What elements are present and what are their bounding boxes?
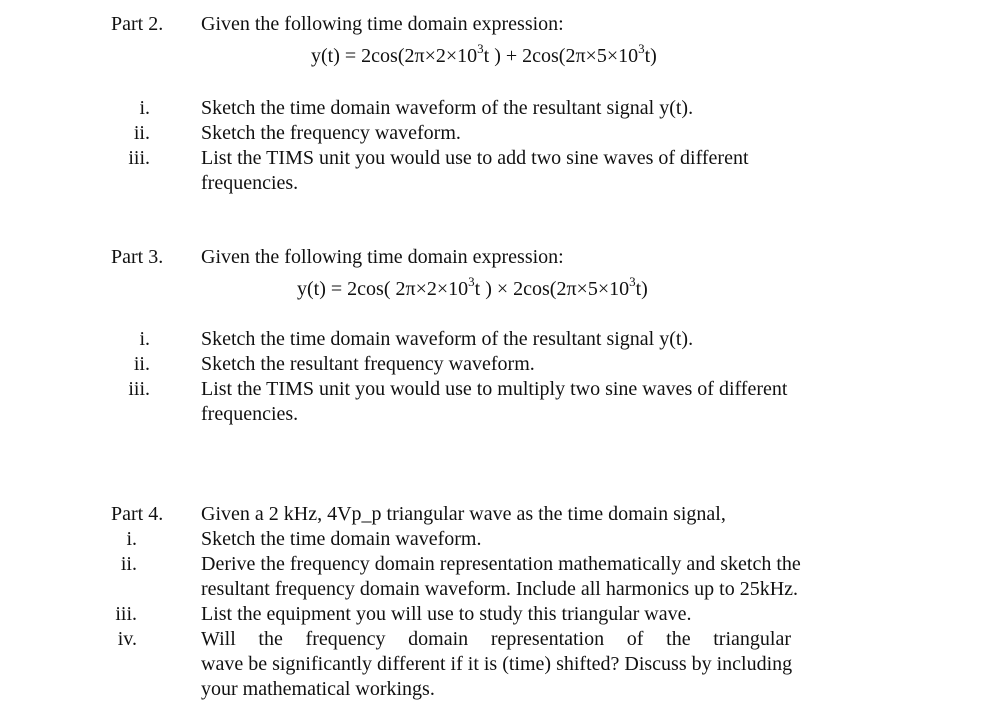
part3-item-iii-cont: frequencies. (201, 403, 299, 425)
part2-item-iii-num: iii. (128, 147, 150, 169)
part4-item-iv: Will the frequency domain representation of the triangular (201, 628, 791, 650)
part4-item-ii-cont: resultant frequency domain waveform. Include all harmonics up to 25kHz. (201, 578, 799, 600)
part2-item-ii-num: ii. (133, 122, 150, 144)
part3-item-i-num: i. (139, 328, 150, 350)
part4-item-ii-num: ii. (120, 553, 137, 575)
part3-equation: y(t) = 2cos( $2\pi\times 2\times 10^3t$ ) × $2\cos(2\pi\times 5\times 10^3t)$ (297, 274, 648, 300)
part4-item-iii-num: iii. (115, 603, 137, 625)
part2-item-iii: List the TIMS unit you would use to add two sine waves of different (201, 147, 749, 169)
part4-intro: Given a 2 kHz, 4Vp_p triangular wave as the time domain signal, (201, 503, 726, 525)
part2-item-i-num: i. (139, 97, 150, 119)
part3-label: Part 3. (111, 246, 164, 268)
part3-item-ii: Sketch the resultant frequency waveform. (201, 353, 535, 375)
part2-item-i: Sketch the time domain waveform of the resultant signal y(t). (201, 97, 694, 119)
part3-item-iii: List the TIMS unit you would use to multiply two sine waves of different (201, 378, 788, 400)
part3-item-iii-num: iii. (128, 378, 150, 400)
part2-intro: Given the following time domain expression: (201, 13, 564, 35)
part4-item-iv-cont2: your mathematical workings. (201, 678, 435, 700)
part2-label: Part 2. (111, 13, 164, 35)
part3-item-ii-num: ii. (133, 353, 150, 375)
part3-intro: Given the following time domain expression: (201, 246, 564, 268)
part4-label: Part 4. (111, 503, 164, 525)
part4-item-iii: List the equipment you will use to study this triangular wave. (201, 603, 692, 625)
part3-item-i: Sketch the time domain waveform of the resultant signal y(t). (201, 328, 694, 350)
part4-item-ii: Derive the frequency domain representation mathematically and sketch the (201, 553, 801, 575)
part4-item-iv-num: iv. (117, 628, 137, 650)
part2-item-ii: Sketch the frequency waveform. (201, 122, 461, 144)
part4-item-iv-cont1: wave be significantly different if it is (time) shifted? Discuss by including (201, 653, 793, 675)
part2-item-iii-cont: frequencies. (201, 172, 299, 194)
part4-item-i-num: i. (126, 528, 137, 550)
part4-item-i: Sketch the time domain waveform. (201, 528, 482, 550)
part2-equation: $y(t) = 2\cos(2\pi\times 2\times 10^3t$ ) + $2\cos(2\pi\times 5\times 10^3t)$ (311, 41, 657, 67)
